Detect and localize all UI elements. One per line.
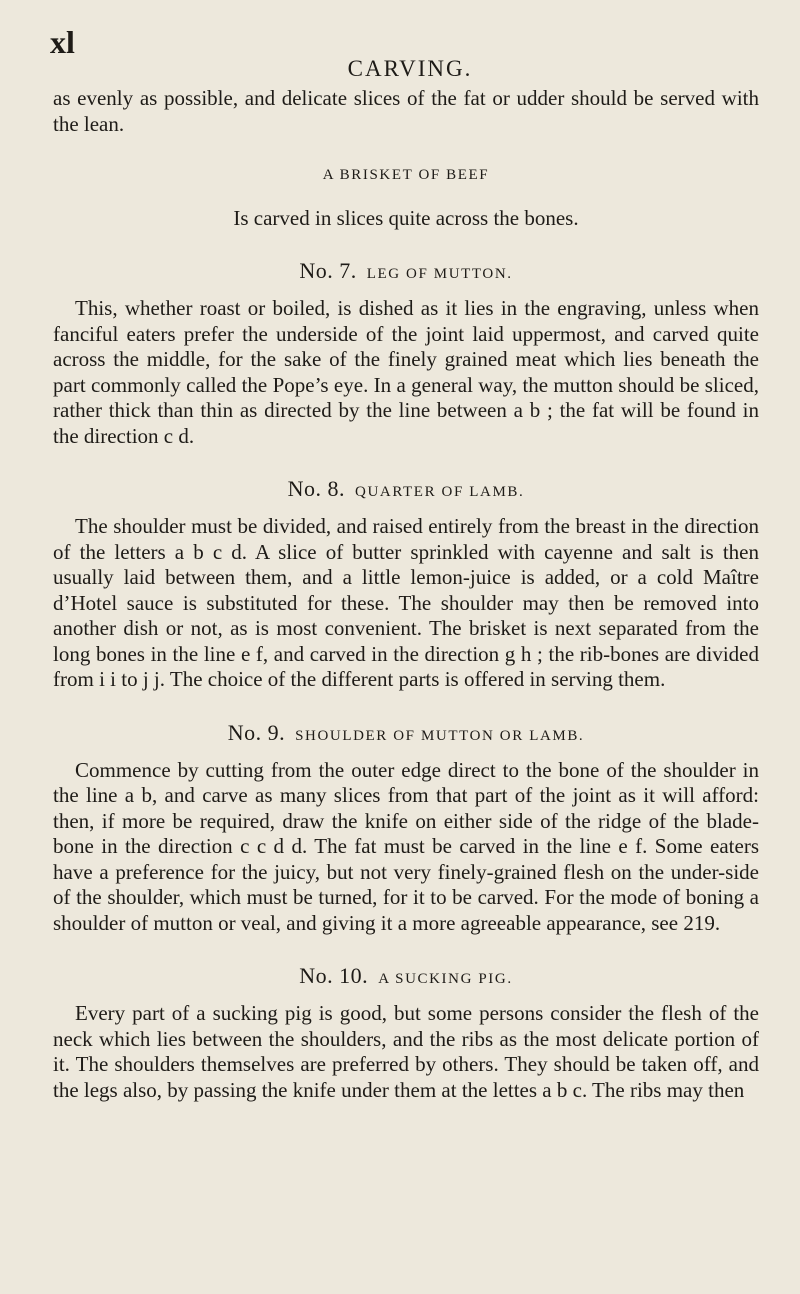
section-text-leg-of-mutton: This, whether roast or boiled, is dished as it lies in the engraving, unless when fanciful eaters prefer the underside of the joint laid uppermost, and carved quite across the middle, for the sake of the finely grained meat which lies beneath the part commonly called the Pope’s eye. In a general way, the mutton should be sliced, rather thick than thin as directed by the line between a b ; the fat will be found in the direction c d. — [53, 296, 759, 448]
section-heading-quarter-of-lamb — [53, 475, 759, 506]
section-heading-sucking-pig — [53, 962, 759, 993]
intro-paragraph: as evenly as possible, and delicate slices of the fat or udder should be served with the lean. — [53, 86, 759, 136]
section-title: A SUCKING PIG. — [378, 971, 513, 987]
section-title: LEG OF MUTTON. — [366, 266, 513, 282]
section-heading-shoulder-of-mutton — [53, 719, 759, 750]
section-text-shoulder-of-mutton: Commence by cutting from the outer edge direct to the bone of the shoulder in the line a b, and carve as many slices from that part of the joint as it will afford: then, if more be required, draw the knife on either side of the ridge of the blade-bone in the direction c c d d. The fat must be carved in the line e f. Some eaters have a preference for the juicy, but not very finely-grained flesh on the under-side of the shoulder, which must be turned, for it to be carved. For the mode of boning a shoulder of mutton or veal, and giving it a more agreeable appearance, see 219. — [53, 757, 759, 935]
section-text-quarter-of-lamb: The shoulder must be divided, and raised entirely from the breast in the direction of the letters a b c d. A slice of butter sprinkled with cayenne and salt is then usually laid between them, and a little lemon-juice is added, or a cold Maître d’Hotel sauce is substituted for these. The shoulder may then be removed into another dish or not, as is most convenient. The brisket is next separated from the long bones in the line e f, and carved in the direction g h ; the rib-bones are divided from i i to j j. The choice of the different parts is offered in serving them. — [53, 514, 759, 691]
brisket-text: Is carved in slices quite across the bones. — [233, 206, 579, 230]
page-body — [53, 86, 759, 1103]
section-number: No. 8. — [287, 476, 346, 501]
page-number: xl — [50, 24, 75, 60]
brisket-heading: A BRISKET OF BEEF — [322, 167, 490, 183]
section-number: No. 9. — [227, 719, 286, 745]
section-number: No. 10. — [299, 963, 369, 988]
section-text-sucking-pig: Every part of a sucking pig is good, but some persons consider the flesh of the neck which lies between the shoulders, and the ribs as the most delicate portion of it. The shoulders themselves are preferred by others. They should be taken off, and the legs also, by passing the knife under them at the lettes a b c. The ribs may then — [53, 1001, 759, 1102]
running-head: CARVING. — [347, 56, 473, 81]
section-title: QUARTER OF LAMB. — [355, 484, 525, 500]
section-heading-leg-of-mutton — [53, 257, 759, 288]
section-number: No. 7. — [299, 258, 357, 283]
section-title: SHOULDER OF MUTTON OR LAMB. — [295, 727, 585, 744]
